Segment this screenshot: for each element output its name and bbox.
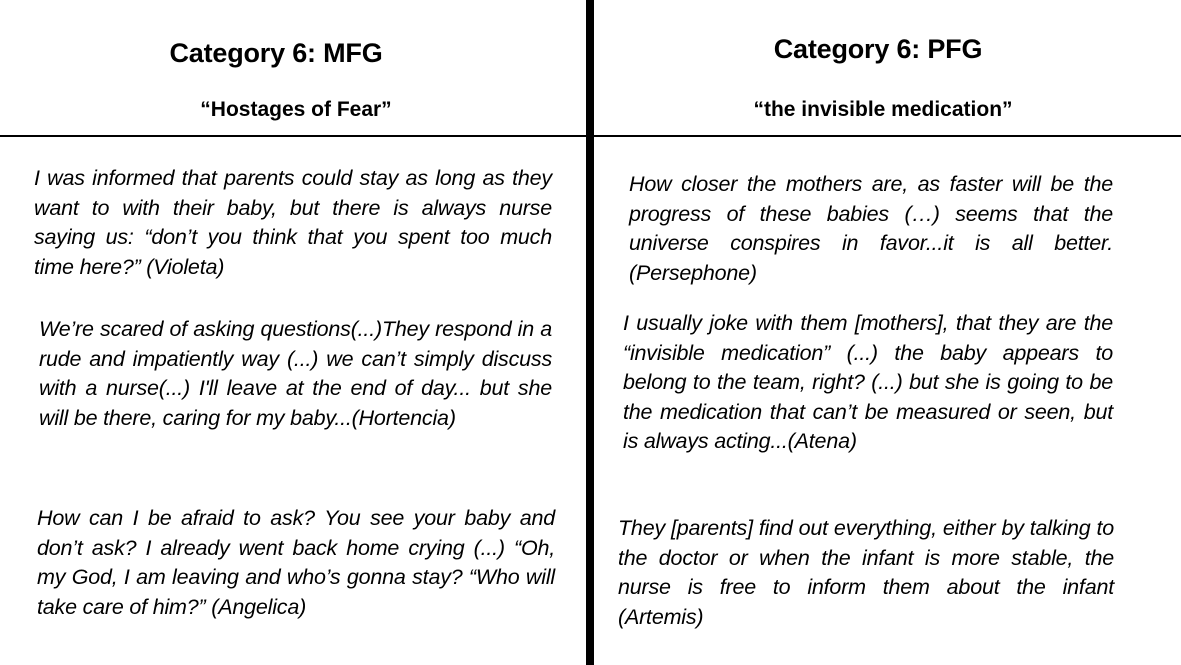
- table-divider-horizontal-left: [0, 135, 586, 137]
- right-column-title: Category 6: PFG: [773, 34, 983, 64]
- quote-persephone: How closer the mothers are, as faster will be the progress of these babies (…) seems that the universe conspires in favor...it is all better. (Persephone): [629, 172, 1113, 285]
- quote-atena: I usually joke with them [mothers], that they are the “invisible medication” (...) the baby appears to belong to the team, right? (...) but she is going to be the medication that can’t be measured or seen, but is always acting...(Atena): [623, 311, 1113, 453]
- quote-angelica: How can I be afraid to ask? You see your baby and don’t ask? I already went back home crying (...) “Oh, my God, I am leaving and who’s gonna stay? “Who will take care of him?” (Angelica): [37, 506, 555, 619]
- table-divider-horizontal-right: [594, 135, 1181, 137]
- quote-violeta: I was informed that parents could stay as long as they want to with their baby, but there is always nurse saying us: “don’t you think that you spent too much time here?” (Violeta): [34, 166, 552, 279]
- quote-artemis: They [parents] find out everything, either by talking to the doctor or when the infant is more stable, the nurse is free to inform them about the infant (Artemis): [618, 516, 1114, 629]
- quote-hortencia: We’re scared of asking questions(...)They respond in a rude and impatiently way (...) we can’t simply discuss with a nurse(...) I'll leave at the end of day... but she will be there, caring for my baby...(Hortencia): [39, 317, 552, 430]
- left-column-subtitle: “Hostages of Fear”: [200, 98, 392, 121]
- right-column-subtitle: “the invisible medication”: [753, 98, 1013, 121]
- left-column-title: Category 6: MFG: [169, 38, 383, 68]
